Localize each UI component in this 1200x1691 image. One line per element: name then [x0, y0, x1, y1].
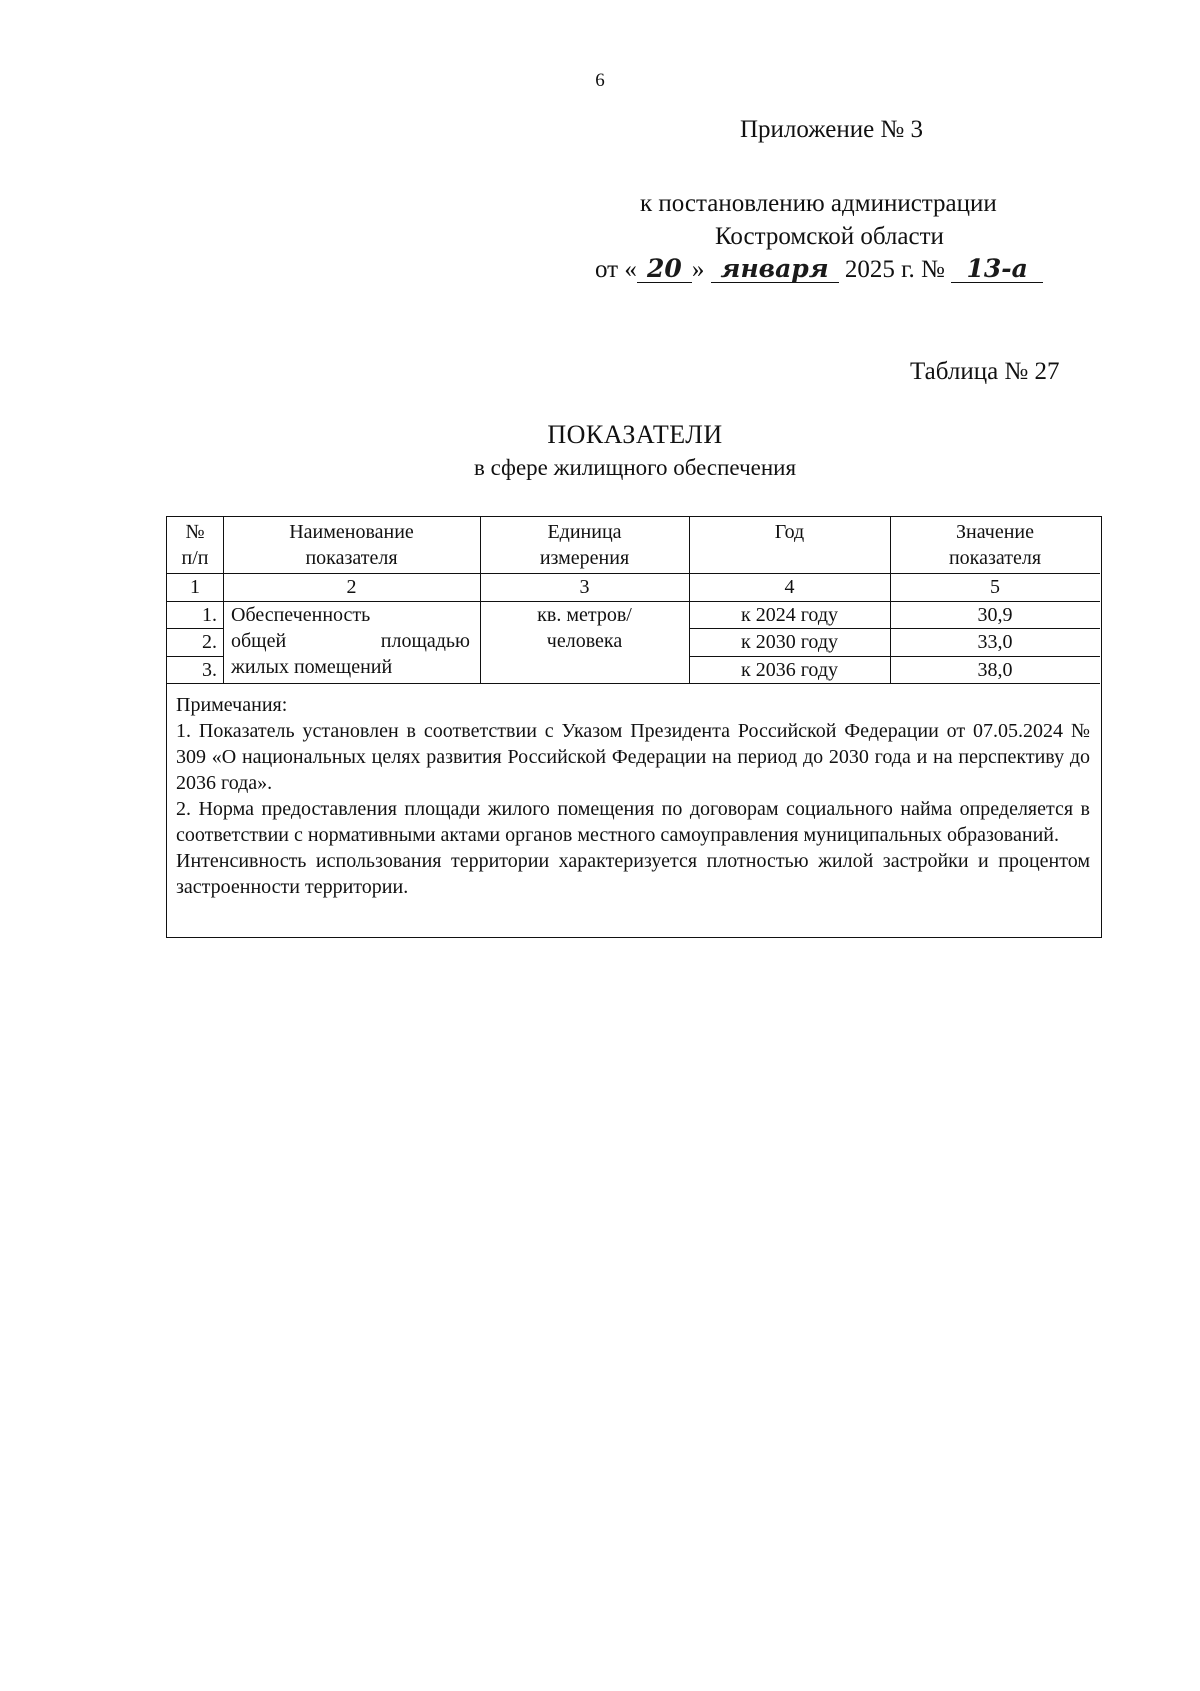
- note-3: Интенсивность использования территории характеризуется плотностью жилой застройки и процентом застроенности территории.: [176, 850, 1090, 898]
- row-year: к 2036 году: [740, 659, 839, 681]
- indicator-name-word: общей: [231, 630, 287, 652]
- table-rule-notes: [167, 683, 1100, 684]
- indicator-name-line1: Обеспеченность: [231, 604, 371, 626]
- header-value: [890, 519, 1100, 571]
- table-label: Таблица № 27: [910, 358, 1060, 385]
- header-name: [223, 519, 480, 571]
- header-value-line1: Значение: [955, 521, 1035, 543]
- indicator-name-line3: жилых помещений: [231, 656, 393, 678]
- decree-date-line: [595, 256, 1043, 284]
- page-number: 6: [595, 70, 605, 91]
- header-value-line2: показателя: [948, 547, 1042, 569]
- row-value: 38,0: [977, 659, 1013, 681]
- unit-line1: кв. метров/: [537, 604, 632, 626]
- handwritten-day: 20: [637, 256, 692, 283]
- note-2: 2. Норма предоставления площади жилого помещения по договорам социального найма определяется в соответствии с нормативными актами органов местного самоуправления муниципальных образований.: [176, 798, 1090, 846]
- header-unit-line2: измерения: [539, 547, 630, 569]
- row-value: 30,9: [977, 604, 1013, 626]
- header-num: [167, 519, 223, 571]
- handwritten-month: января: [711, 256, 839, 283]
- handwritten-decree-number: 13-а: [951, 256, 1043, 283]
- row-number: 2.: [202, 631, 217, 653]
- row-year: к 2030 году: [740, 631, 839, 653]
- date-year: 2025 г. №: [844, 256, 945, 283]
- table-notes: [176, 692, 1090, 900]
- date-prefix: от «: [595, 256, 637, 283]
- document-subtitle: в сфере жилищного обеспечения: [473, 455, 797, 480]
- indicator-name-word: площадью: [380, 630, 470, 652]
- column-number: 5: [990, 576, 1000, 598]
- column-number: 2: [346, 576, 357, 598]
- indicator-name: [231, 602, 470, 680]
- unit-line2: человека: [546, 630, 623, 652]
- header-unit: [480, 519, 689, 571]
- column-number: 1: [190, 576, 200, 598]
- notes-heading: Примечания:: [176, 694, 288, 716]
- row-number: 1.: [202, 604, 217, 626]
- decree-reference-line1: к постановлению администрации: [640, 190, 997, 217]
- header-name-line1: Наименование: [289, 521, 414, 543]
- indicator-unit: [480, 602, 689, 654]
- date-quote-close: »: [691, 256, 705, 283]
- decree-reference-line2: Костромской области: [715, 223, 944, 250]
- indicator-name-line2: [231, 628, 470, 654]
- header-num-line1: №: [185, 521, 205, 543]
- row-value: 33,0: [977, 631, 1013, 653]
- appendix-title: Приложение № 3: [740, 116, 924, 143]
- note-1: 1. Показатель установлен в соответствии с Указом Президента Российской Федерации от 07.05.2024 № 309 «О национальных целях развития Российской Федерации на период до 2030 года и на перспективу до 2036 года».: [176, 720, 1090, 794]
- header-unit-line1: Единица: [547, 521, 622, 543]
- row-year: к 2024 году: [740, 604, 839, 626]
- header-year: Год: [774, 521, 805, 543]
- row-number: 3.: [202, 659, 217, 681]
- document-title: ПОКАЗАТЕЛИ: [547, 420, 723, 449]
- column-number: 4: [784, 576, 795, 598]
- header-name-line2: показателя: [305, 547, 398, 569]
- header-num-line2: п/п: [181, 547, 209, 569]
- column-number: 3: [579, 576, 590, 598]
